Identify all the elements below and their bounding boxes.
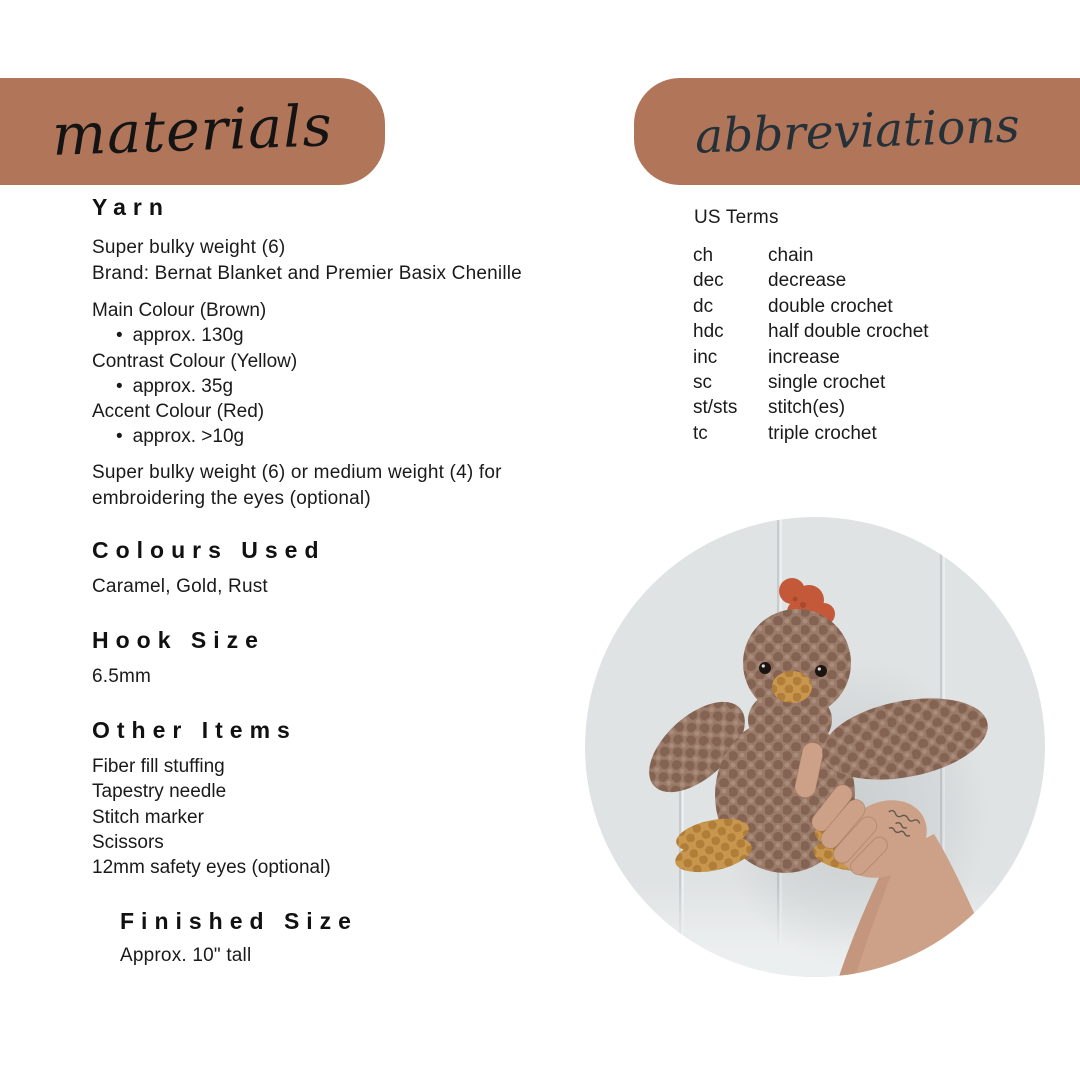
term-row (693, 395, 929, 420)
materials-banner (0, 78, 385, 185)
term-row (693, 268, 929, 293)
list-item: Scissors (92, 832, 164, 853)
term-row (693, 370, 929, 395)
yarn-weight-line: Super bulky weight (6) (92, 237, 286, 258)
term-row (693, 421, 929, 446)
section-heading-finished-size: Finished Size (120, 907, 358, 934)
term-meaning: decrease (768, 270, 847, 292)
term-meaning: stitch(es) (768, 397, 846, 419)
abbreviations-table (693, 243, 929, 446)
term-meaning: half double crochet (768, 321, 929, 343)
section-heading-hook-size: Hook Size (92, 626, 265, 653)
term-meaning: chain (768, 245, 814, 266)
materials-title: materials (51, 93, 334, 169)
hook-size-value: 6.5mm (92, 665, 152, 687)
colour-amount: • approx. 35g (92, 374, 602, 399)
materials-column (92, 193, 602, 969)
term-meaning: double crochet (768, 295, 893, 317)
yarn-note: Super bulky weight (6) or medium weight (4) for embroidering the eyes (optional) (92, 461, 502, 509)
chicken-photo-illustration (585, 517, 1045, 977)
colour-amount: • approx. >10g (92, 424, 602, 449)
term-row (693, 243, 929, 268)
colour-label: Contrast Colour (Yellow) (92, 350, 298, 372)
finished-size-block (92, 907, 602, 969)
section-heading-other-items: Other Items (92, 716, 297, 743)
yarn-colour-list (92, 298, 602, 450)
section-heading-colours-used: Colours Used (92, 536, 326, 563)
list-item: Stitch marker (92, 806, 204, 828)
colour-label: Accent Colour (Red) (92, 401, 265, 423)
term-abbr: tc (693, 422, 708, 444)
list-item: Tapestry needle (92, 781, 227, 803)
list-item: Fiber fill stuffing (92, 755, 225, 777)
term-meaning: increase (768, 346, 840, 368)
yarn-intro (92, 235, 602, 287)
other-items-list (92, 754, 602, 881)
term-row (693, 294, 929, 319)
section-heading-yarn: Yarn (92, 194, 170, 220)
colours-used-value: Caramel, Gold, Rust (92, 575, 268, 597)
finished-size-value: Approx. 10" tall (120, 944, 252, 966)
term-row (693, 319, 929, 344)
abbreviations-title: abbreviations (693, 98, 1021, 165)
term-abbr: inc (693, 346, 718, 368)
term-abbr: sc (693, 372, 712, 394)
photo-crochet-chicken (585, 517, 1045, 977)
term-abbr: dec (693, 270, 724, 292)
chicken-beak (772, 671, 812, 703)
us-terms-label: US Terms (694, 207, 779, 228)
colour-label: Main Colour (Brown) (92, 300, 267, 321)
colour-amount: • approx. 130g (92, 323, 602, 348)
yarn-brand-line: Brand: Bernat Blanket and Premier Basix Chenille (92, 263, 522, 284)
abbreviations-banner (634, 78, 1080, 185)
list-item: 12mm safety eyes (optional) (92, 857, 331, 879)
term-meaning: single crochet (768, 372, 886, 394)
term-abbr: dc (693, 295, 714, 317)
term-abbr: ch (693, 245, 714, 266)
term-abbr: hdc (693, 321, 724, 343)
term-meaning: triple crochet (768, 422, 877, 444)
term-row (693, 345, 929, 370)
term-abbr: st/sts (693, 397, 738, 419)
